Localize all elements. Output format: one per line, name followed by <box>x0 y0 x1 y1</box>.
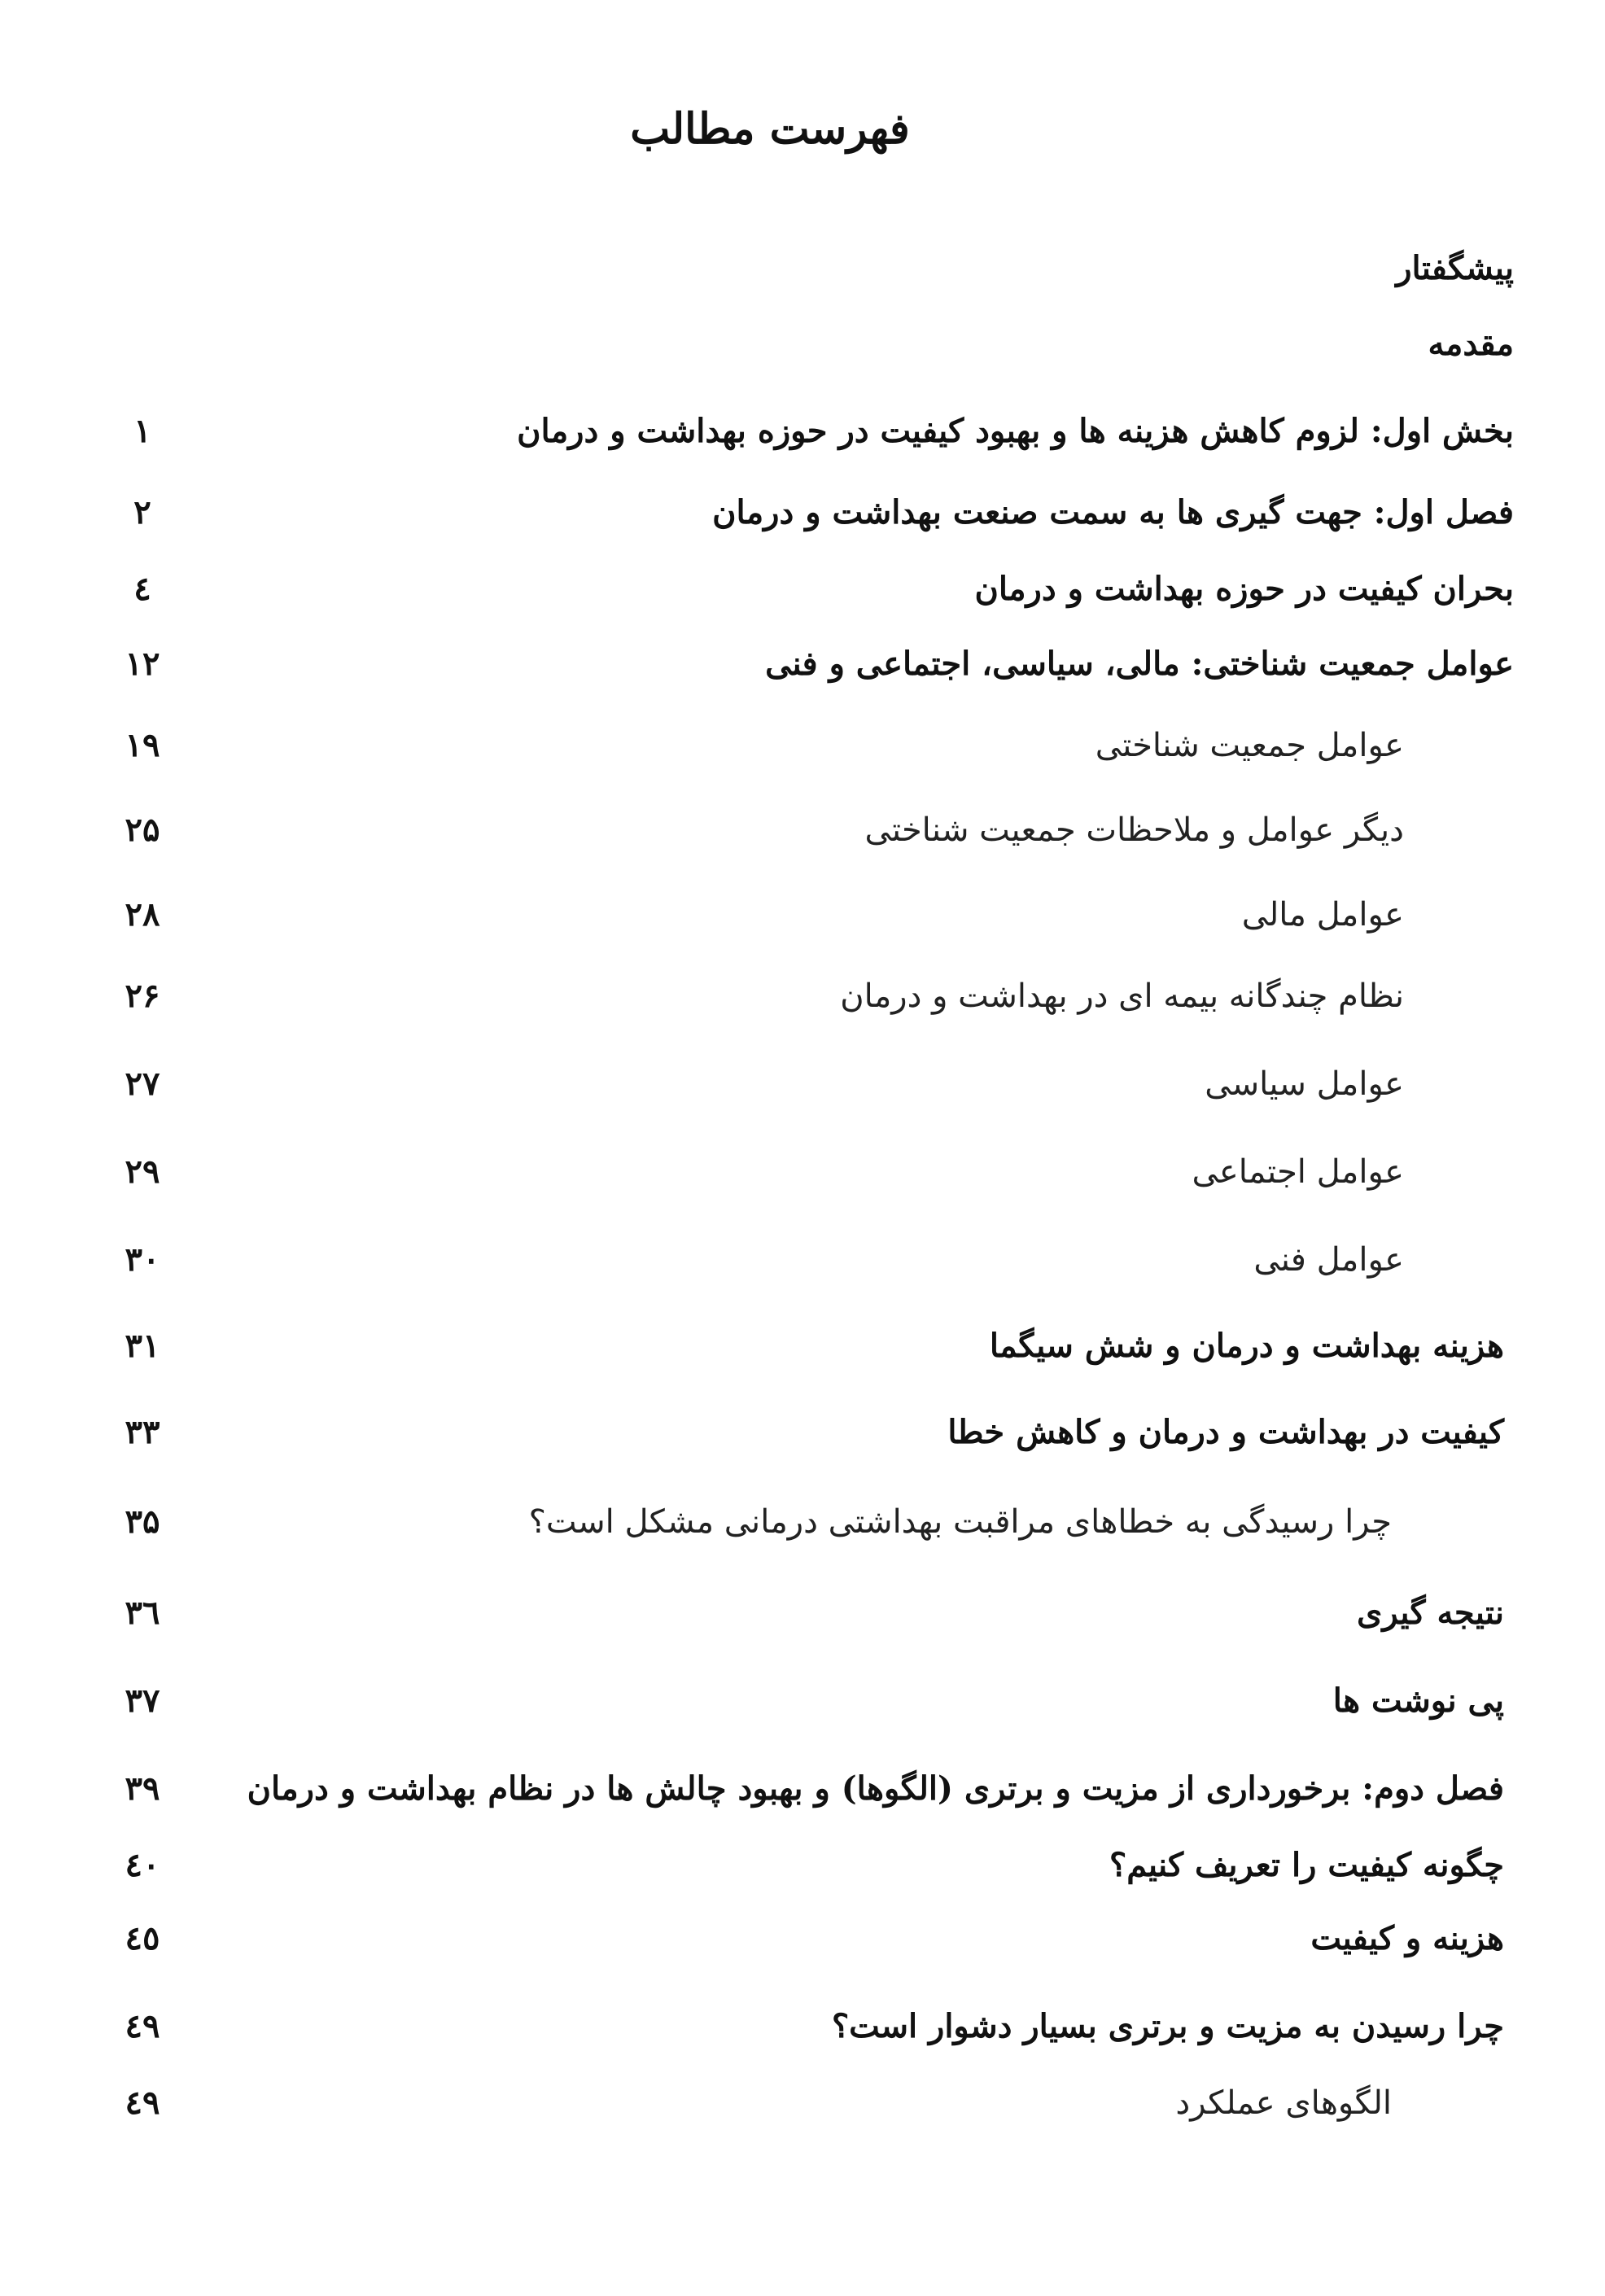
toc-entry <box>98 1322 1514 1379</box>
toc-entry-page: ٤۹ <box>125 2007 160 2045</box>
toc-entry-title: عوامل جمعیت شناختی: مالی، سیاسی، اجتماعی و فنی <box>765 645 1514 683</box>
toc-entry-title: پیشگفتار <box>1396 249 1514 287</box>
toc-entry-title: عوامل سیاسی <box>1205 1065 1404 1103</box>
toc-entry-title: عوامل مالی <box>1241 896 1404 934</box>
toc-entry-page: ۲۷ <box>125 1065 160 1103</box>
toc-entry-page: ۱۹ <box>125 726 160 764</box>
toc-entry <box>98 1060 1514 1117</box>
toc-entry-title: بحران کیفیت در حوزه بهداشت و درمان <box>974 570 1514 608</box>
toc-entry-title: مقدمه <box>1428 325 1514 363</box>
toc-entry-title: عوامل جمعیت شناختی <box>1095 727 1404 764</box>
toc-entry <box>98 721 1514 778</box>
toc-entry-page: ۳۰ <box>125 1240 160 1279</box>
toc-entry-page: ۳۱ <box>125 1327 160 1365</box>
toc-entry-page: ۱۲ <box>125 645 160 683</box>
toc-entry-page: ۳۷ <box>125 1682 160 1720</box>
toc-entry <box>98 2002 1514 2059</box>
toc-entry-page: ۲۹ <box>125 1152 160 1191</box>
toc-entry-title: فصل اول: جهت گیری ها به سمت صنعت بهداشت و درمان <box>712 493 1514 531</box>
toc-entry-title: کیفیت در بهداشت و درمان و کاهش خطا <box>947 1413 1504 1451</box>
toc-entry <box>98 640 1514 697</box>
toc-entry-page: ۳٦ <box>125 1594 160 1632</box>
toc-entry-title: پی نوشت ها <box>1332 1682 1504 1720</box>
toc-entry-title: عوامل اجتماعی <box>1192 1153 1404 1191</box>
toc-entry-title: چرا رسیدگی به خطاهای مراقبت بهداشتی درمانی مشکل است؟ <box>528 1503 1392 1541</box>
page-title: فهرست مطالب <box>630 104 910 154</box>
toc-entry <box>98 320 1514 377</box>
toc-entry <box>98 488 1514 545</box>
toc-entry-page: ۲۸ <box>125 895 160 934</box>
toc-entry <box>98 565 1514 622</box>
toc-entry-title: چگونه کیفیت را تعریف کنیم؟ <box>1109 1846 1504 1884</box>
toc-entry-title: الگوهای عملکرد <box>1175 2084 1392 2122</box>
toc-entry-title: نتیجه گیری <box>1357 1594 1504 1632</box>
toc-entry-title: بخش اول: لزوم کاهش هزینه ها و بهبود کیفیت در حوزه بهداشت و درمان <box>517 412 1514 450</box>
toc-entry-page: ۳۹ <box>125 1769 160 1808</box>
toc-entry-page: ۳۳ <box>125 1413 160 1451</box>
toc-entry-title: فصل دوم: برخورداری از مزیت و برتری (الگوها) و بهبود چالش ها در نظام بهداشت و درمان <box>247 1769 1504 1808</box>
toc-entry <box>98 1914 1514 1971</box>
toc-entry-page: ٤ <box>133 570 151 608</box>
toc-entry-page: ۲۶ <box>125 977 160 1015</box>
toc-entry <box>98 1498 1514 1555</box>
toc-entry <box>98 407 1514 464</box>
toc-entry-page: ٤۰ <box>125 1846 160 1884</box>
toc-entry <box>98 1765 1514 1821</box>
toc-entry-title: هزینه بهداشت و درمان و شش سیگما <box>989 1327 1504 1365</box>
toc-entry <box>98 1677 1514 1734</box>
toc-entry-title: عوامل فنی <box>1253 1241 1404 1279</box>
toc-entry-title: دیگر عوامل و ملاحظات جمعیت شناختی <box>864 811 1404 849</box>
toc-entry-page: ٤٥ <box>125 1919 160 1957</box>
toc-entry <box>98 890 1514 947</box>
toc-entry <box>98 806 1514 863</box>
toc-entry <box>98 1841 1514 1898</box>
toc-entry-page: ۳۵ <box>125 1502 160 1541</box>
toc-entry-page: ۲ <box>133 493 151 531</box>
toc-entry-page: ٤۹ <box>125 2084 160 2122</box>
toc-entry-title: چرا رسیدن به مزیت و برتری بسیار دشوار است؟ <box>831 2007 1504 2045</box>
toc-entry-page: ۱ <box>133 412 151 450</box>
toc-entry <box>98 972 1514 1029</box>
toc-entry-page: ۲۵ <box>125 811 160 849</box>
toc-entry <box>98 244 1514 301</box>
toc-entry <box>98 1589 1514 1646</box>
toc-entry <box>98 1148 1514 1205</box>
toc-entry <box>98 1408 1514 1465</box>
toc-entry <box>98 1235 1514 1292</box>
toc-entry-title: نظام چندگانه بیمه ای در بهداشت و درمان <box>840 977 1404 1015</box>
toc-entry <box>98 2079 1514 2136</box>
toc-entry-title: هزینه و کیفیت <box>1310 1919 1504 1957</box>
